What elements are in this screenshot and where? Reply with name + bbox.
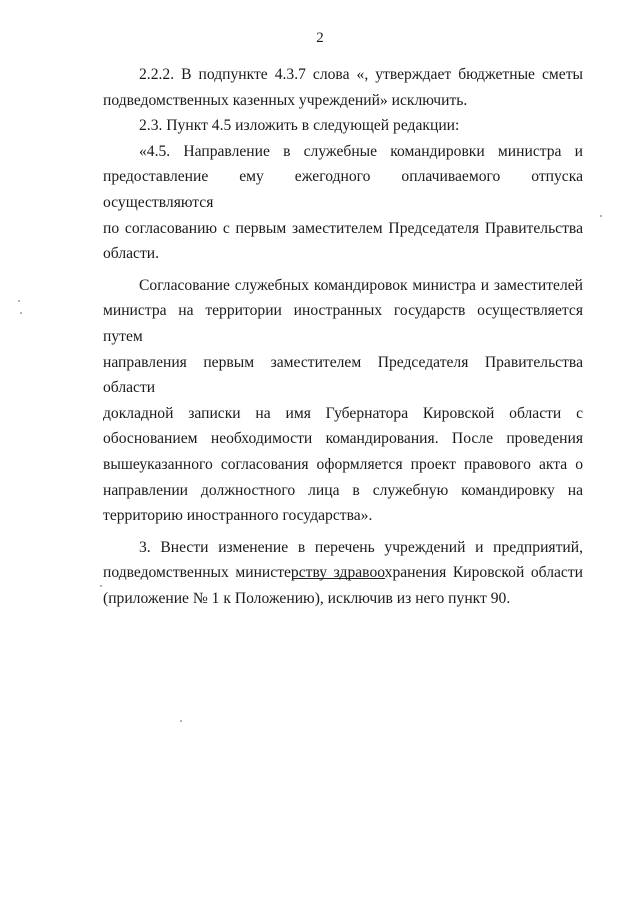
text-line: подведомственных казенных учреждений» исключить. xyxy=(103,91,468,109)
text-line: (приложение № 1 к Положению), исключив из него пункт 90. xyxy=(103,589,511,607)
scan-speck xyxy=(20,312,22,314)
paragraph-2-3 xyxy=(103,113,583,139)
text-line: докладной записки на имя Губернатора Кировской области с xyxy=(103,404,583,422)
text-line: 2.3. Пункт 4.5 изложить в следующей редакции: xyxy=(139,117,460,135)
text-line: вышеуказанного согласования оформляется проект правового акта о xyxy=(103,455,583,473)
text-line: направления первым заместителем Председателя Правительства области xyxy=(103,353,583,397)
scan-speck xyxy=(18,300,20,302)
paragraph-approval xyxy=(103,273,583,529)
text-line: территорию иностранного государства». xyxy=(103,507,373,525)
text-line: «4.5. Направление в служебные командировки министра и xyxy=(139,142,583,160)
text-line: министра на территории иностранных государств осуществляется путем xyxy=(103,302,583,345)
paragraph-3 xyxy=(103,535,583,612)
text-line: предоставление ему ежегодного оплачиваемого отпуска осуществляются xyxy=(103,168,583,211)
text-line: Согласование служебных командировок министра и заместителей xyxy=(139,276,583,294)
paragraph-4-5 xyxy=(103,139,583,267)
document-body xyxy=(103,62,583,611)
paragraph-2-2-2 xyxy=(103,62,583,113)
text-line: области. xyxy=(103,245,160,263)
text-line: направлении должностного лица в служебную командировку на xyxy=(103,481,583,499)
scan-speck xyxy=(100,585,102,587)
scan-speck xyxy=(600,215,602,217)
text-line: по согласованию с первым заместителем Председателя Правительства xyxy=(103,219,583,237)
text-line: 3. Внести изменение в перечень учреждений и предприятий, xyxy=(139,538,583,556)
text-line: обоснованием необходимости командирования. После проведения xyxy=(103,430,583,448)
text-line: 2.2.2. В подпункте 4.3.7 слова «, утверждает бюджетные сметы xyxy=(139,66,583,83)
text-line: подведомственных министерству здравоохранения Кировской области xyxy=(103,564,583,582)
end-separator-line xyxy=(292,578,385,579)
scan-speck xyxy=(180,720,182,722)
page-number: 2 xyxy=(316,30,324,46)
